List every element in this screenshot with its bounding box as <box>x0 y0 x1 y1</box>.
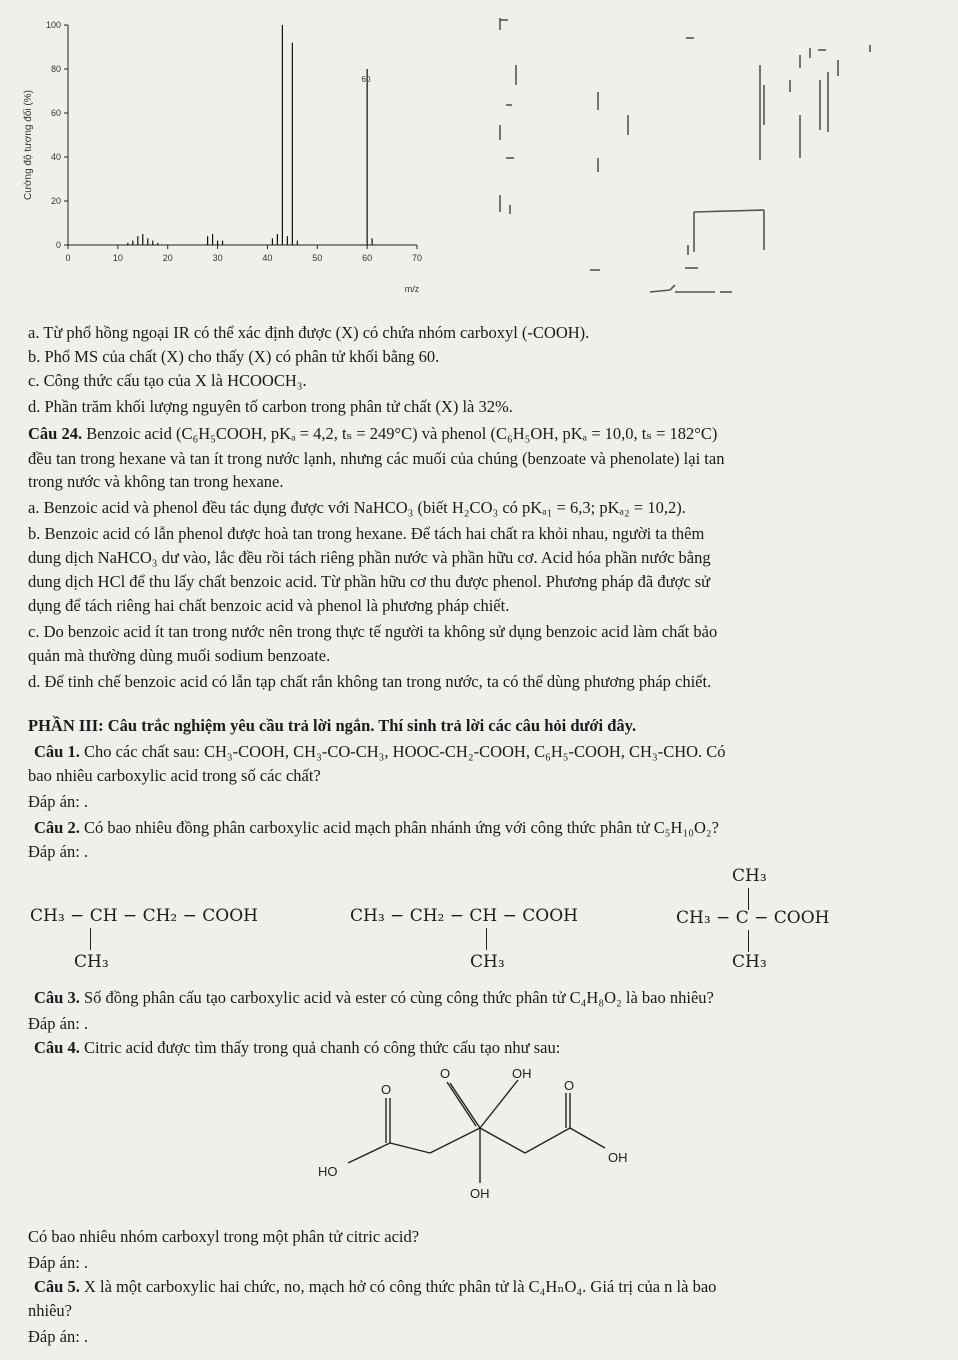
q23-option-d: d. Phần trăm khối lượng nguyên tố carbon trong phân tử chất (X) là 32%. <box>28 397 513 416</box>
p3-q2-line <box>34 817 940 839</box>
p3-q2-text: Có bao nhiêu đồng phân carboxylic acid mạch phân nhánh ứng với công thức phân tử C₅H₁₀O₂? <box>79 818 719 837</box>
p3-q3-answer: Đáp án: . <box>28 1014 89 1033</box>
formula-2-main: CH₃ − CH₂ − CH − COOH <box>350 906 578 926</box>
citric-O-left: O <box>381 1082 392 1097</box>
q23-option-c: c. Công thức cấu tạo của X là HCOOCH₃. <box>28 371 307 390</box>
p3-q4-line <box>34 1037 940 1059</box>
formula-1-bond <box>90 928 91 950</box>
q24-intro-line2: đều tan trong hexane và tan ít trong nước lạnh, nhưng các muối của chúng (benzoate và phenolate) lại tan <box>28 449 725 468</box>
p3-q2-answer: Đáp án: . <box>28 842 89 861</box>
p3-q3-label: Câu 3. <box>34 988 80 1007</box>
formula-3-bond-top <box>748 888 749 910</box>
citric-HO-left: HO <box>318 1164 338 1179</box>
p3-q4-label: Câu 4. <box>34 1038 80 1057</box>
p3-q4-answer: Đáp án: . <box>28 1253 89 1272</box>
formula-1-branch: CH₃ <box>74 952 109 972</box>
peak-label: 60 <box>361 75 371 84</box>
q24-option-b-line2: dung dịch NaHCO₃ dư vào, lắc đều rồi tách riêng phần nước và phần hữu cơ. Acid hóa phần nước bằng <box>28 548 711 567</box>
p3-q3-line <box>34 987 940 1009</box>
q24-label: Câu 24. <box>28 424 83 443</box>
p3-q5-answer: Đáp án: . <box>28 1327 89 1346</box>
y-tick-label: 0 <box>55 240 61 250</box>
q23-option-b: b. Phổ MS của chất (X) cho thấy (X) có phân tử khối bằng 60. <box>28 347 440 366</box>
q24-intro-text: Benzoic acid (C₆H₅COOH, pKₐ = 4,2, tₛ = 249°C) và phenol (C₆H₅OH, pKₐ = 10,0, tₛ = 182°C) <box>82 424 718 443</box>
formula-2-branch: CH₃ <box>470 952 505 972</box>
p3-q3-text: Số đồng phân cấu tạo carboxylic acid và ester có cùng công thức phân tử C₄H₈O₂ là bao nhiêu? <box>79 988 714 1007</box>
part3-heading: PHẦN III: Câu trắc nghiệm yêu cầu trả lời ngắn. Thí sinh trả lời các câu hỏi dưới đây. <box>28 716 637 735</box>
citric-O-ketone: O <box>440 1066 451 1081</box>
p3-q5-text: X là một carboxylic hai chức, no, mạch hở có công thức phân tử là C₄HₙO₄. Giá trị của n là bao <box>79 1277 717 1296</box>
p3-q2-label: Câu 2. <box>34 818 80 837</box>
x-tick-label: 60 <box>362 253 373 263</box>
x-tick-label: 40 <box>262 253 273 263</box>
q24-option-b-line4: dụng để tách riêng hai chất benzoic acid và phenol là phương pháp chiết. <box>28 596 510 615</box>
ir-spectrum-remnant <box>470 0 950 300</box>
y-tick-label: 40 <box>50 152 61 162</box>
q24-intro-line1 <box>28 423 940 445</box>
x-tick-label: 20 <box>162 253 173 263</box>
q24-option-a: a. Benzoic acid và phenol đều tác dụng được với NaHCO₃ (biết H₂CO₃ có pKₐ₁ = 6,3; pKₐ₂ = 10,2). <box>28 498 686 517</box>
p3-q1-answer: Đáp án: . <box>28 792 89 811</box>
y-tick-label: 80 <box>50 64 61 74</box>
citric-O-right: O <box>564 1078 575 1093</box>
p3-q4-text: Citric acid được tìm thấy trong quả chanh có công thức cấu tạo như sau: <box>79 1038 561 1057</box>
q24-option-c-line2: quản mà thường dùng muối sodium benzoate. <box>28 646 331 665</box>
p3-q5-label: Câu 5. <box>34 1277 80 1296</box>
y-axis-label: Cường độ tương đối (%) <box>23 90 34 200</box>
q24-option-b-line1: b. Benzoic acid có lẫn phenol được hoà tan trong hexane. Để tách hai chất ra khỏi nhau, người ta thêm <box>28 524 705 543</box>
formula-3-main: CH₃ − C − COOH <box>676 908 830 928</box>
y-tick-label: 20 <box>50 196 61 206</box>
formula-1-main: CH₃ − CH − CH₂ − COOH <box>30 906 258 926</box>
formula-3-bond-bottom <box>748 930 749 952</box>
p3-q1-label: Câu 1. <box>34 742 80 761</box>
citric-OH-top: OH <box>512 1066 532 1081</box>
formula-3-branch: CH₃ <box>732 952 767 972</box>
p3-q1-text: Cho các chất sau: CH₃-COOH, CH₃-CO-CH₃, HOOC-CH₂-COOH, C₆H₅-COOH, CH₃-CHO. Có <box>79 742 726 761</box>
citric-OH-right: OH <box>608 1150 628 1165</box>
p3-q1-line2: bao nhiêu carboxylic acid trong số các chất? <box>28 766 321 785</box>
q24-option-c-line1: c. Do benzoic acid ít tan trong nước nên trong thực tế người ta không sử dụng benzoic acid làm chất bảo <box>28 622 718 641</box>
x-tick-label: 70 <box>411 253 423 263</box>
x-tick-label: 0 <box>65 253 71 263</box>
x-tick-label: 10 <box>112 253 123 263</box>
citric-acid-structure <box>300 1058 660 1218</box>
y-tick-label: 60 <box>50 108 61 118</box>
formula-3-top: CH₃ <box>732 866 767 886</box>
y-tick-label: 100 <box>45 20 61 30</box>
p3-q1-line1 <box>34 741 940 763</box>
q24-option-d: d. Để tinh chế benzoic acid có lẫn tạp chất rắn không tan trong nước, ta có thể dùng phương pháp chiết. <box>28 672 712 691</box>
x-tick-label: 30 <box>212 253 223 263</box>
q24-intro-line3: trong nước và không tan trong hexane. <box>28 472 284 491</box>
citric-OH-bottom: OH <box>470 1186 490 1201</box>
x-axis-label: m/z <box>404 284 420 294</box>
x-tick-label: 50 <box>312 253 323 263</box>
q24-option-b-line3: dung dịch HCl để thu lấy chất benzoic acid. Từ phần hữu cơ thu được phenol. Phương pháp đã được sử <box>28 572 711 591</box>
p3-q4-question: Có bao nhiêu nhóm carboxyl trong một phân tử citric acid? <box>28 1227 420 1246</box>
p3-q5-line2: nhiêu? <box>28 1301 72 1320</box>
formula-2-bond <box>486 928 487 950</box>
p3-q5-line1 <box>34 1276 940 1298</box>
q23-option-a: a. Từ phổ hồng ngoại IR có thể xác định được (X) có chứa nhóm carboxyl (-COOH). <box>28 323 590 342</box>
ms-spectrum-chart <box>0 0 450 300</box>
